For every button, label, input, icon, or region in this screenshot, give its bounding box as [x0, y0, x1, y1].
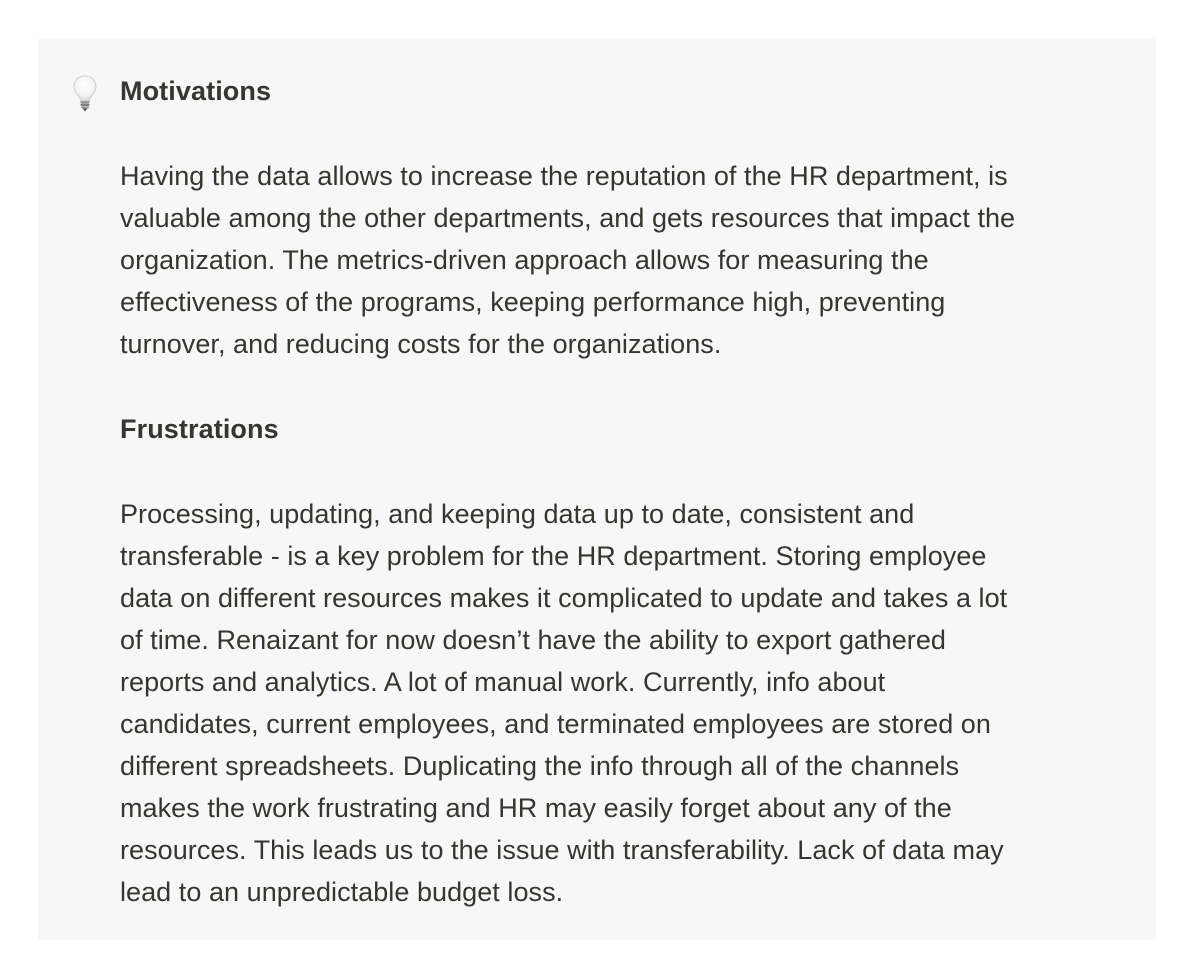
text-line: different spreadsheets. Duplicating the info through all of the channels: [120, 751, 960, 781]
text-line: reports and analytics. A lot of manual work. Currently, info about: [120, 667, 886, 697]
text-line: turnover, and reducing costs for the organizations.: [120, 329, 722, 359]
text-line: organization. The metrics-driven approach allows for measuring the: [120, 245, 929, 275]
callout-block: [38, 38, 1156, 940]
text-line: of time. Renaizant for now doesn’t have the ability to export gathered: [120, 625, 946, 655]
text-line: lead to an unpredictable budget loss.: [120, 877, 564, 907]
text-line: transferable - is a key problem for the HR department. Storing employee: [120, 541, 987, 571]
text-line: makes the work frustrating and HR may easily forget about any of the: [120, 793, 952, 823]
text-line: Having the data allows to increase the reputation of the HR department, is: [120, 161, 1008, 191]
text-line: candidates, current employees, and terminated employees are stored on: [120, 709, 991, 739]
text-line: resources. This leads us to the issue with transferability. Lack of data may: [120, 835, 1004, 865]
text-line: data on different resources makes it complicated to update and takes a lot: [120, 583, 1008, 613]
text-line: valuable among the other departments, and gets resources that impact the: [120, 203, 1016, 233]
paragraph-motivations: [120, 155, 1120, 365]
paragraph-frustrations: [120, 493, 1120, 913]
section-heading-frustrations: Frustrations: [120, 414, 279, 444]
section-heading-motivations: Motivations: [120, 76, 272, 106]
callout-content: [120, 71, 1120, 913]
text-line: effectiveness of the programs, keeping performance high, preventing: [120, 287, 946, 317]
text-line: Processing, updating, and keeping data up to date, consistent and: [120, 499, 915, 529]
lightbulb-icon: [71, 73, 99, 113]
